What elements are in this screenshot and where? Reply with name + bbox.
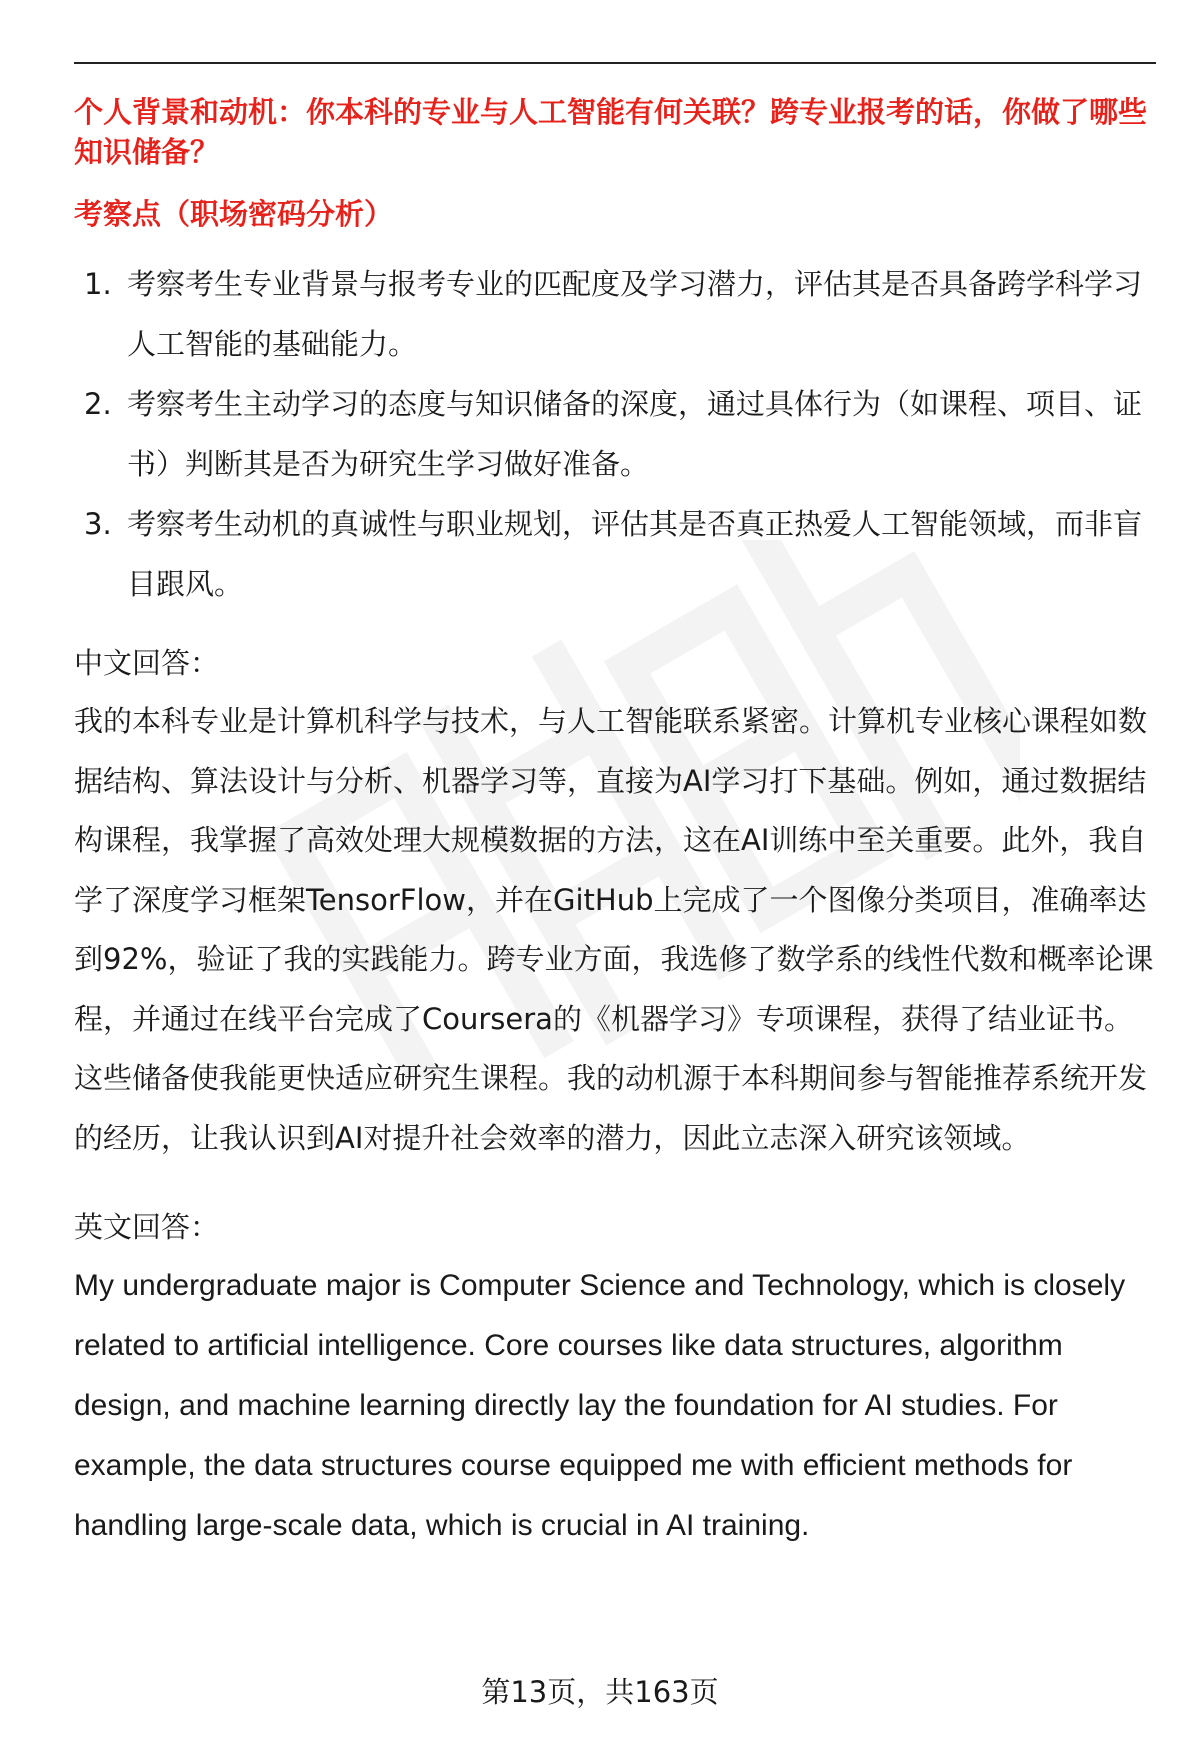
focus-point-text: 考察考生主动学习的态度与知识储备的深度，通过具体行为（如课程、项目、证书）判断其是否为研究生学习做好准备。 [127, 387, 1143, 481]
focus-point-number: 1. [84, 267, 112, 301]
focus-heading: 考察点（职场密码分析） [74, 197, 394, 231]
page-footer: 第13页，共163页 [481, 1675, 719, 1709]
focus-point-number: 3. [84, 507, 112, 541]
focus-point-text: 考察考生专业背景与报考专业的匹配度及学习潜力，评估其是否具备跨学科学习人工智能的基础能力。 [127, 267, 1143, 361]
focus-point-text: 考察考生动机的真诚性与职业规划，评估其是否真正热爱人工智能领域，而非盲目跟风。 [127, 507, 1143, 601]
focus-point [74, 374, 1154, 494]
header-rule [74, 62, 1156, 64]
english-answer-text: My undergraduate major is Computer Science and Technology, which is closely related to artificial intelligence. Core courses like data structures, algorithm design, and machine learning directly lay the foundation for AI studies. For example, the data structures course equipped me with efficient methods for handling large-scale data, which is crucial in AI training. [74, 1269, 1126, 1542]
focus-point [74, 254, 1154, 374]
question-title: 个人背景和动机：你本科的专业与人工智能有何关联？跨专业报考的话，你做了哪些知识储备？ [74, 95, 1148, 169]
english-answer-label: 英文回答： [74, 1210, 220, 1244]
focus-point-number: 2. [84, 387, 112, 421]
chinese-answer-text: 我的本科专业是计算机科学与技术，与人工智能联系紧密。计算机专业核心课程如数据结构、算法设计与分析、机器学习等，直接为AI学习打下基础。例如，通过数据结构课程，我掌握了高效处理大规模数据的方法，这在AI训练中至关重要。此外，我自学了深度学习框架TensorFlow，并在GitHub上完成了一个图像分类项目，准确率达到92%，验证了我的实践能力。跨专业方面，我选修了数学系的线性代数和概率论课程，并通过在线平台完成了Coursera的《机器学习》专项课程，获得了结业证书。这些储备使我能更快适应研究生课程。我的动机源于本科期间参与智能推荐系统开发的经历，让我认识到AI对提升社会效率的潜力，因此立志深入研究该领域。 [74, 704, 1154, 1155]
chinese-answer-label: 中文回答： [74, 646, 220, 680]
focus-point [74, 494, 1154, 614]
page-content [74, 92, 1154, 1556]
focus-points-list [74, 254, 1154, 614]
